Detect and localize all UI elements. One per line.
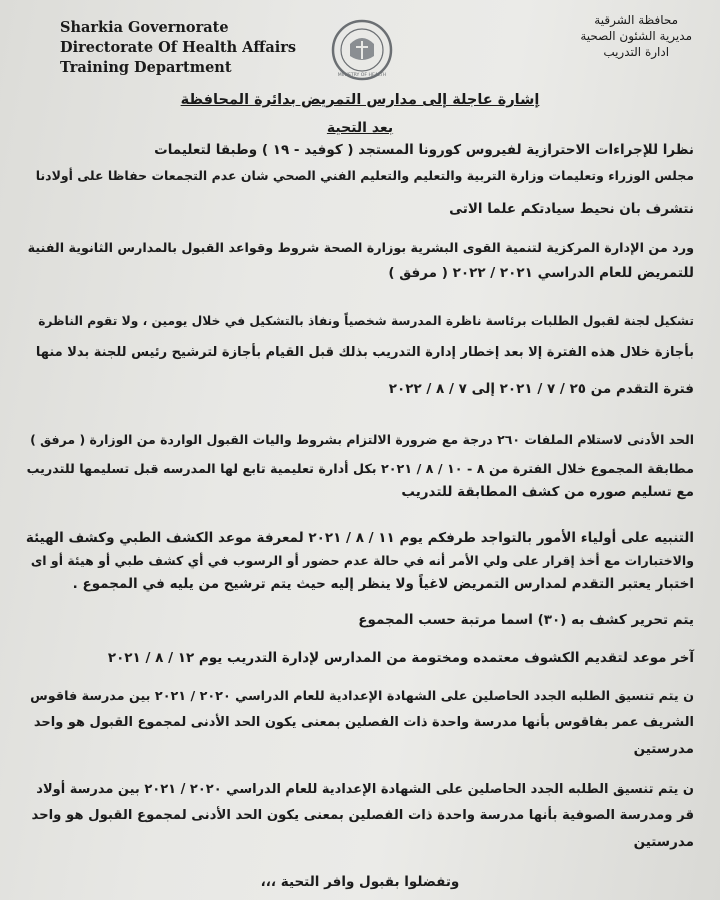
body-line: مع تسليم صوره من كشف المطابقة للتدريب <box>401 484 694 500</box>
body-line: نتشرف بان نحيط سيادتكم علما الاتى <box>449 201 694 217</box>
letter-subject: إشارة عاجلة إلى مدارس التمريض بدائرة المحافظة <box>180 92 540 108</box>
body-line: للتمريض للعام الدراسي ٢٠٢١ / ٢٠٢٢ ( مرفق ) <box>388 265 694 281</box>
body-line: الحد الأدنى لاستلام الملفات ٢٦٠ درجة مع ضرورة الالتزام بشروط واليات القبول الواردة من الوزارة ( مرفق ) <box>30 432 694 447</box>
body-line: والاختبارات مع أخذ إقرار على ولي الأمر أنه في حالة عدم حضور أو الرسوب في أي كشف طبي أو هيئة أو اى <box>30 553 694 568</box>
directorate-name: Directorate Of Health Affairs <box>60 39 297 56</box>
body-line: فترة التقدم من ٢٥ / ٧ / ٢٠٢١ إلى ٧ / ٨ / ٢٠٢٢ <box>388 381 694 397</box>
body-line: مدرستين <box>633 741 694 757</box>
body-line: مدرستين <box>633 834 694 850</box>
body-line: نظرا للإجراءات الاحترازية لفيروس كورونا المستجد ( كوفيد - ١٩ ) وطبقا لتعليمات <box>154 142 694 158</box>
body-line: مجلس الوزراء وتعليمات وزارة التربية والتعليم والتعليم الفني الصحي شان عدم التجمعات حفاظا على أولادنا <box>35 168 694 183</box>
body-line: ن يتم تنسيق الطلبه الجدد الحاصلين على الشهادة الإعدادية للعام الدراسي ٢٠٢٠ / ٢٠٢١ بين مدرسة فاقوس <box>30 689 694 704</box>
body-line: اختبار يعتبر التقدم لمدارس التمريض لاغياً ولا ينظر إليه حيث يتم ترشيح من يليه في المجموع . <box>72 576 694 592</box>
governorate-name: Sharkia Governorate <box>60 19 229 36</box>
letter-greeting: بعد التحية <box>326 120 394 136</box>
body-line: مطابقة المجموع خلال الفترة من ٨ - ١٠ / ٨ / ٢٠٢١ بكل أدارة تعليمية تابع لها المدرسه قبل تسليمها للتدريب <box>26 462 694 477</box>
body-line: تشكيل لجنة لقبول الطلبات برئاسة ناظرة المدرسة شخصياً ونفاذ بالتشكيل في خلال يومين ، ولا تقوم الناظرة <box>38 314 694 328</box>
body-line: ن يتم تنسيق الطلبه الجدد الحاصلين على الشهادة الإعدادية للعام الدراسي ٢٠٢٠ / ٢٠٢١ بين مدرسة أولاد <box>36 782 694 797</box>
body-line: التنبيه على أولياء الأمور بالتواجد طرفكم يوم ١١ / ٨ / ٢٠٢١ لمعرفة موعد الكشف الطبي وكشف الهيئة <box>25 530 694 546</box>
body-line: يتم تحرير كشف به (٣٠) اسما مرتبة حسب المجموع <box>358 612 694 628</box>
body-line: الشريف عمر بفاقوس بأنها مدرسة واحدة ذات الفصلين بمعنى يكون الحد الأدنى لمجموع القبول هو واحد <box>33 715 694 730</box>
logo-text: MINISTRY OF HEALTH <box>337 73 387 78</box>
body-line: قر ومدرسة الصوفية بأنها مدرسة واحدة ذات الفصلين بمعنى يكون الحد الأدنى لمجموع القبول هو واحد <box>31 808 694 823</box>
department-name: Training Department <box>60 59 232 76</box>
body-line: بأجازة خلال هذه الفترة إلا بعد إخطار إدارة التدريب بذلك قبل القيام بأجازة لترشيح رئيس للجنة بدلا منها <box>35 345 694 360</box>
department-name-ar: ادارة التدريب <box>603 45 670 59</box>
body-line: ورد من الإدارة المركزية لتنمية القوى البشرية بوزارة الصحة شروط وقواعد القبول بالمدارس الثانوية الفنية <box>27 241 694 256</box>
closing-line: وتفضلوا بقبول وافر التحية ،،، <box>260 874 460 890</box>
directorate-name-ar: مديرية الشئون الصحية <box>580 29 692 43</box>
body-line: آخر موعد لتقديم الكشوف معتمده ومختومة من المدارس لإدارة التدريب يوم ١٢ / ٨ / ٢٠٢١ <box>107 650 694 666</box>
governorate-name-ar: محافظة الشرقية <box>594 13 679 27</box>
